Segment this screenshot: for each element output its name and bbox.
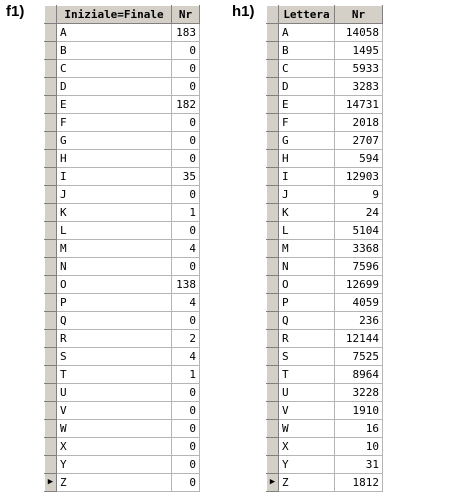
cell-nr[interactable]: 1812 (335, 474, 383, 492)
row-selector[interactable] (45, 384, 57, 402)
datasheet-h1 (266, 5, 383, 492)
cell-nr[interactable]: 0 (172, 456, 200, 474)
cell-nr[interactable]: 5104 (335, 222, 383, 240)
cell-nr[interactable]: 3228 (335, 384, 383, 402)
cell-nr[interactable]: 4 (172, 294, 200, 312)
cell-letter[interactable]: K (57, 204, 172, 222)
table-row[interactable] (45, 186, 200, 204)
cell-letter[interactable]: A (57, 24, 172, 42)
row-selector[interactable] (45, 168, 57, 186)
table-row[interactable] (45, 42, 200, 60)
cell-nr[interactable]: 5933 (335, 60, 383, 78)
table-row[interactable] (45, 240, 200, 258)
cell-letter[interactable]: Z (279, 474, 335, 492)
table-row[interactable] (267, 150, 383, 168)
cell-letter[interactable]: Y (279, 456, 335, 474)
cell-nr[interactable]: 0 (172, 222, 200, 240)
row-selector[interactable] (45, 438, 57, 456)
cell-letter[interactable]: X (57, 438, 172, 456)
cell-nr[interactable]: 4 (172, 348, 200, 366)
cell-nr[interactable]: 12699 (335, 276, 383, 294)
column-header-nr[interactable]: Nr (172, 6, 200, 24)
row-selector[interactable] (45, 78, 57, 96)
row-selector[interactable] (45, 366, 57, 384)
cell-letter[interactable]: J (279, 186, 335, 204)
table-row[interactable] (267, 258, 383, 276)
cell-nr[interactable]: 0 (172, 420, 200, 438)
cell-letter[interactable]: C (279, 60, 335, 78)
table-row[interactable] (267, 222, 383, 240)
row-selector[interactable] (45, 132, 57, 150)
row-selector[interactable] (267, 420, 279, 438)
cell-letter[interactable]: L (57, 222, 172, 240)
cell-nr[interactable]: 594 (335, 150, 383, 168)
table-row[interactable] (45, 330, 200, 348)
datasheet-body-f1 (45, 24, 200, 492)
table-row[interactable] (267, 312, 383, 330)
table-row[interactable] (45, 222, 200, 240)
row-selector[interactable] (267, 384, 279, 402)
cell-nr[interactable]: 0 (172, 438, 200, 456)
cell-letter[interactable]: M (57, 240, 172, 258)
cell-letter[interactable]: J (57, 186, 172, 204)
row-selector[interactable] (267, 366, 279, 384)
row-selector[interactable] (267, 114, 279, 132)
cell-nr[interactable]: 2018 (335, 114, 383, 132)
table-row[interactable] (45, 96, 200, 114)
row-selector[interactable] (267, 24, 279, 42)
row-selector[interactable] (45, 456, 57, 474)
row-selector[interactable] (45, 276, 57, 294)
row-selector[interactable] (45, 42, 57, 60)
cell-nr[interactable]: 3368 (335, 240, 383, 258)
row-selector[interactable] (45, 348, 57, 366)
cell-letter[interactable]: W (279, 420, 335, 438)
cell-nr[interactable]: 0 (172, 78, 200, 96)
row-selector[interactable] (267, 276, 279, 294)
row-selector[interactable] (267, 204, 279, 222)
cell-nr[interactable]: 31 (335, 456, 383, 474)
cell-letter[interactable]: U (279, 384, 335, 402)
cell-nr[interactable]: 1910 (335, 402, 383, 420)
cell-letter[interactable]: E (57, 96, 172, 114)
row-selector[interactable] (45, 150, 57, 168)
table-row[interactable] (267, 438, 383, 456)
row-selector[interactable] (45, 240, 57, 258)
header-row (45, 6, 200, 24)
table-row[interactable] (267, 42, 383, 60)
table-row[interactable] (267, 132, 383, 150)
row-selector[interactable] (267, 150, 279, 168)
cell-nr[interactable]: 9 (335, 186, 383, 204)
table-row[interactable] (45, 366, 200, 384)
column-header-nr[interactable]: Nr (335, 6, 383, 24)
table-row[interactable] (267, 78, 383, 96)
cell-letter[interactable]: D (57, 78, 172, 96)
table-row[interactable] (45, 348, 200, 366)
cell-nr[interactable]: 3283 (335, 78, 383, 96)
row-selector[interactable] (267, 96, 279, 114)
table-row[interactable] (45, 384, 200, 402)
table-row[interactable] (267, 276, 383, 294)
cell-nr[interactable]: 35 (172, 168, 200, 186)
current-row-selector[interactable]: ▶ (267, 474, 279, 492)
row-selector[interactable] (267, 348, 279, 366)
cell-nr[interactable]: 0 (172, 150, 200, 168)
table-row[interactable] (45, 402, 200, 420)
table-row[interactable] (267, 366, 383, 384)
table-row[interactable] (267, 96, 383, 114)
cell-letter[interactable]: H (57, 150, 172, 168)
cell-letter[interactable]: B (57, 42, 172, 60)
row-selector[interactable] (267, 186, 279, 204)
cell-nr[interactable]: 236 (335, 312, 383, 330)
cell-nr[interactable]: 182 (172, 96, 200, 114)
cell-nr[interactable]: 12903 (335, 168, 383, 186)
datasheet-f1 (44, 5, 200, 492)
table-row[interactable] (45, 438, 200, 456)
cell-nr[interactable]: 14058 (335, 24, 383, 42)
table-row[interactable] (267, 348, 383, 366)
table-row[interactable] (267, 186, 383, 204)
cell-nr[interactable]: 0 (172, 384, 200, 402)
row-selector[interactable] (267, 402, 279, 420)
current-row-selector[interactable]: ▶ (45, 474, 57, 492)
cell-nr[interactable]: 1 (172, 204, 200, 222)
cell-letter[interactable]: P (279, 294, 335, 312)
cell-letter[interactable]: F (57, 114, 172, 132)
row-selector[interactable] (267, 132, 279, 150)
row-selector[interactable] (45, 24, 57, 42)
cell-letter[interactable]: D (279, 78, 335, 96)
row-selector[interactable] (45, 420, 57, 438)
cell-nr[interactable]: 2 (172, 330, 200, 348)
cell-letter[interactable]: N (279, 258, 335, 276)
cell-nr[interactable]: 4059 (335, 294, 383, 312)
cell-nr[interactable]: 0 (172, 474, 200, 492)
table-row[interactable] (267, 204, 383, 222)
table-row[interactable] (45, 150, 200, 168)
cell-letter[interactable]: I (57, 168, 172, 186)
table-row[interactable] (267, 294, 383, 312)
table-row[interactable] (267, 168, 383, 186)
cell-letter[interactable]: B (279, 42, 335, 60)
table-row[interactable] (267, 456, 383, 474)
table-row[interactable] (45, 294, 200, 312)
cell-letter[interactable]: E (279, 96, 335, 114)
cell-letter[interactable]: T (279, 366, 335, 384)
cell-nr[interactable]: 12144 (335, 330, 383, 348)
cell-nr[interactable]: 8964 (335, 366, 383, 384)
row-selector[interactable] (267, 294, 279, 312)
table-row[interactable] (267, 240, 383, 258)
table-row[interactable] (267, 60, 383, 78)
cell-nr[interactable]: 183 (172, 24, 200, 42)
table-row[interactable] (45, 420, 200, 438)
row-selector[interactable] (267, 42, 279, 60)
cell-letter[interactable]: C (57, 60, 172, 78)
row-selector[interactable] (45, 258, 57, 276)
table-row[interactable] (45, 204, 200, 222)
cell-nr[interactable]: 1495 (335, 42, 383, 60)
cell-letter[interactable]: G (57, 132, 172, 150)
cell-letter[interactable]: T (57, 366, 172, 384)
cell-letter[interactable]: X (279, 438, 335, 456)
row-selector[interactable] (45, 330, 57, 348)
table-row[interactable] (267, 330, 383, 348)
table-row[interactable] (267, 114, 383, 132)
row-selector[interactable] (267, 312, 279, 330)
cell-letter[interactable]: U (57, 384, 172, 402)
cell-letter[interactable]: G (279, 132, 335, 150)
table-row[interactable] (45, 168, 200, 186)
table-row[interactable] (45, 78, 200, 96)
row-selector[interactable] (45, 204, 57, 222)
cell-nr[interactable]: 0 (172, 258, 200, 276)
cell-letter[interactable]: Y (57, 456, 172, 474)
cell-letter[interactable]: F (279, 114, 335, 132)
row-selector[interactable] (267, 438, 279, 456)
cell-nr[interactable]: 0 (172, 312, 200, 330)
header-row (267, 6, 383, 24)
row-selector[interactable] (45, 60, 57, 78)
cell-nr[interactable]: 2707 (335, 132, 383, 150)
row-selector[interactable] (267, 78, 279, 96)
table-row[interactable] (267, 402, 383, 420)
cell-nr[interactable]: 1 (172, 366, 200, 384)
select-all-corner[interactable] (267, 6, 279, 24)
cell-letter[interactable]: Z (57, 474, 172, 492)
cell-letter[interactable]: R (57, 330, 172, 348)
cell-nr[interactable]: 138 (172, 276, 200, 294)
cell-nr[interactable]: 4 (172, 240, 200, 258)
cell-letter[interactable]: Q (279, 312, 335, 330)
table-row[interactable] (267, 474, 383, 492)
table-row[interactable] (267, 24, 383, 42)
select-all-corner[interactable] (45, 6, 57, 24)
row-selector[interactable] (267, 60, 279, 78)
row-selector[interactable] (267, 330, 279, 348)
cell-letter[interactable]: A (279, 24, 335, 42)
cell-nr[interactable]: 7596 (335, 258, 383, 276)
table-row[interactable] (45, 312, 200, 330)
table-row[interactable] (45, 456, 200, 474)
cell-letter[interactable]: R (279, 330, 335, 348)
cell-letter[interactable]: W (57, 420, 172, 438)
row-selector[interactable] (267, 258, 279, 276)
cell-letter[interactable]: M (279, 240, 335, 258)
cell-nr[interactable]: 14731 (335, 96, 383, 114)
cell-letter[interactable]: V (57, 402, 172, 420)
row-selector[interactable] (45, 222, 57, 240)
cell-nr[interactable]: 0 (172, 402, 200, 420)
table-row[interactable] (45, 114, 200, 132)
row-selector[interactable] (45, 312, 57, 330)
row-selector[interactable] (45, 186, 57, 204)
cell-nr[interactable]: 16 (335, 420, 383, 438)
cell-letter[interactable]: S (279, 348, 335, 366)
cell-letter[interactable]: V (279, 402, 335, 420)
table-row[interactable] (45, 276, 200, 294)
row-selector[interactable] (267, 222, 279, 240)
table-row[interactable] (267, 384, 383, 402)
cell-letter[interactable]: I (279, 168, 335, 186)
cell-letter[interactable]: L (279, 222, 335, 240)
cell-nr[interactable]: 0 (172, 42, 200, 60)
table-row[interactable] (45, 132, 200, 150)
table-row[interactable] (45, 60, 200, 78)
row-selector[interactable] (267, 456, 279, 474)
row-selector[interactable] (45, 402, 57, 420)
cell-nr[interactable]: 7525 (335, 348, 383, 366)
cell-nr[interactable]: 0 (172, 114, 200, 132)
table-row[interactable] (267, 420, 383, 438)
cell-letter[interactable]: N (57, 258, 172, 276)
row-selector[interactable] (45, 96, 57, 114)
cell-letter[interactable]: Q (57, 312, 172, 330)
cell-letter[interactable]: O (279, 276, 335, 294)
row-selector[interactable] (267, 168, 279, 186)
row-selector[interactable] (45, 114, 57, 132)
column-header-letter[interactable]: Iniziale=Finale (57, 6, 172, 24)
column-header-letter[interactable]: Lettera (279, 6, 335, 24)
cell-letter[interactable]: O (57, 276, 172, 294)
cell-letter[interactable]: S (57, 348, 172, 366)
cell-nr[interactable]: 0 (172, 60, 200, 78)
panel-label-f1: f1) (6, 3, 25, 20)
row-selector[interactable] (45, 294, 57, 312)
cell-letter[interactable]: P (57, 294, 172, 312)
cell-nr[interactable]: 10 (335, 438, 383, 456)
cell-letter[interactable]: K (279, 204, 335, 222)
cell-nr[interactable]: 24 (335, 204, 383, 222)
table-row[interactable] (45, 258, 200, 276)
table-row[interactable] (45, 474, 200, 492)
cell-letter[interactable]: H (279, 150, 335, 168)
row-selector[interactable] (267, 240, 279, 258)
table-row[interactable] (45, 24, 200, 42)
cell-nr[interactable]: 0 (172, 186, 200, 204)
cell-nr[interactable]: 0 (172, 132, 200, 150)
panel-label-h1: h1) (232, 3, 255, 20)
datasheet-body-h1 (267, 24, 383, 492)
